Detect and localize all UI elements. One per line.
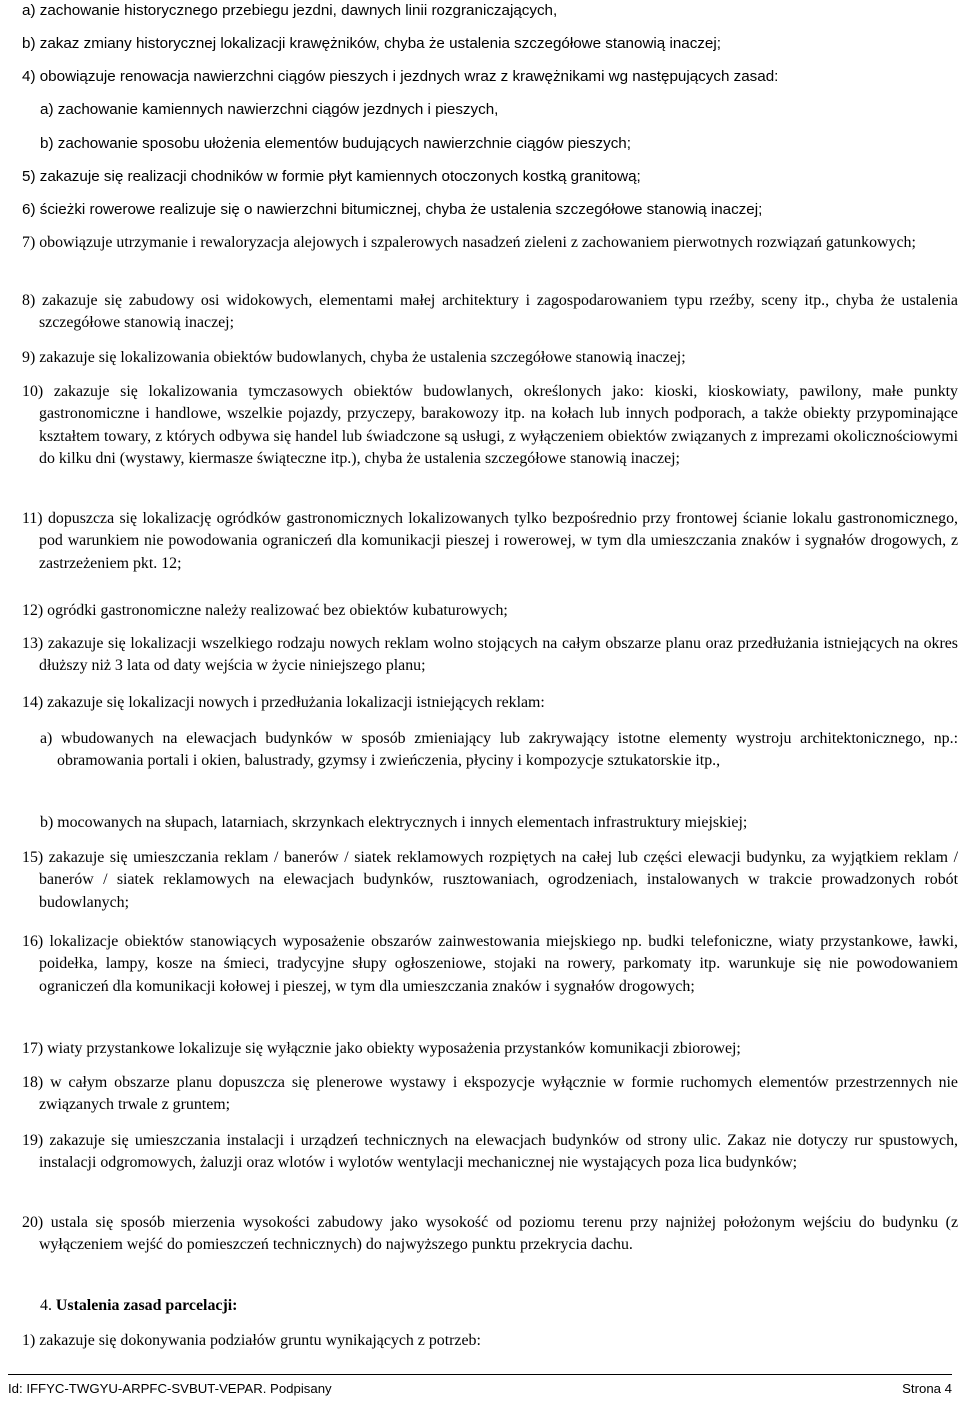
paragraph-12-no-cubature: 12) ogródki gastronomiczne należy realizować bez obiektów kubaturowych; xyxy=(22,602,508,619)
footer-divider xyxy=(8,1374,952,1375)
document-id: Id: IFFYC-TWGYU-ARPFC-SVBUT-VEPAR. Podpisany xyxy=(8,1381,332,1396)
section-number: 4. xyxy=(40,1297,52,1314)
paragraph-4a-stone-surfaces: a) zachowanie kamiennych nawierzchni ciągów jezdnych i pieszych, xyxy=(40,101,499,118)
paragraph-17-bus-shelters: 17) wiaty przystankowe lokalizuje się wyłącznie jako obiekty wyposażenia przystanków komunikacji zbiorowej; xyxy=(22,1040,741,1057)
paragraph-6-bike-paths: 6) ścieżki rowerowe realizuje się o nawierzchni bitumicznej, chyba że ustalenia szczegółowe stanowią inaczej; xyxy=(22,201,763,218)
paragraph-b-curb-location: b) zakaz zmiany historycznej lokalizacji krawężników, chyba że ustalenia szczegółowe stanowią inaczej; xyxy=(22,35,721,52)
paragraph-18-exhibitions: 18) w całym obszarze planu dopuszcza się plenerowe wystawy i ekspozycje wyłącznie w formie ruchomych elementów przestrzennych nie związanych trwale z gruntem; xyxy=(22,1074,958,1114)
paragraph-19-installations: 19) zakazuje się umieszczania instalacji i urządzeń technicznych na elewacjach budynków od strony ulic. Zakaz nie dotyczy rur spustowych, instalacji odgromowych, żaluzji oraz wlotów i wylotów wentylacji mechanicznej nie wystających poza lica budynków; xyxy=(22,1132,958,1172)
paragraph-a-historic-roadway: a) zachowanie historycznego przebiegu jezdni, dawnych linii rozgraniczających, xyxy=(22,2,558,19)
paragraph-14-ads: 14) zakazuje się lokalizacji nowych i przedłużania lokalizacji istniejących reklam: xyxy=(22,694,545,711)
paragraph-11-garden-cafes: 11) dopuszcza się lokalizację ogródków gastronomicznych lokalizowanych tylko bezpośrednio przy frontowej ścianie lokalu gastronomicznego, pod warunkiem nie powodowania ograniczeń dla komunikacji pieszej i rowerowej, w tym dla umieszczania znaków i sygnałów drogowych, z zastrzeżeniem pkt. 12; xyxy=(22,510,958,572)
paragraph-20-building-height: 20) ustala się sposób mierzenia wysokości zabudowy jako wysokość od poziomu terenu przy najniżej położonym wejściu do budynku (z wyłączeniem wejść do pomieszczeń technicznych) do najwyższego punktu przekrycia dachu. xyxy=(22,1214,958,1254)
paragraph-13-freestanding-ads: 13) zakazuje się lokalizacji wszelkiego rodzaju nowych reklam wolno stojących na całym obszarze planu oraz przedłużania istniejących na okres dłuższy niż 3 lata od daty wejścia w życie niniejszego planu; xyxy=(22,635,958,675)
paragraph-4-renovation: 4) obowiązuje renowacja nawierzchni ciągów pieszych i jezdnych wraz z krawężnikami wg następujących zasad: xyxy=(22,68,779,85)
section-heading xyxy=(40,1295,237,1317)
page-number: Strona 4 xyxy=(902,1381,952,1396)
page-footer xyxy=(8,1381,952,1401)
paragraph-1-land-division: 1) zakazuje się dokonywania podziałów gruntu wynikających z potrzeb: xyxy=(22,1332,481,1349)
paragraph-15-banners: 15) zakazuje się umieszczania reklam / banerów / siatek reklamowych rozpiętych na całej lub części elewacji budynku, za wyjątkiem reklam / banerów / siatek reklamowych na elewacjach budynków, rusztowaniach, ogrodzeniach, instalowanych w trakcie prowadzonych robót budowlanych; xyxy=(22,849,958,911)
paragraph-14a-facade-ads: a) wbudowanych na elewacjach budynków w sposób zmieniający lub zakrywający istotne elementy wystroju architektonicznego, np.: obramowania portali i okien, balustrady, gzymsy i zwieńczenia, płyciny i kompozycje sztukatorskie itp., xyxy=(40,730,958,770)
section-title: Ustalenia zasad parcelacji: xyxy=(55,1297,238,1314)
paragraph-4b-laying-method: b) zachowanie sposobu ułożenia elementów budujących nawierzchnie ciągów pieszych; xyxy=(40,135,631,152)
paragraph-16-urban-furniture: 16) lokalizacje obiektów stanowiących wyposażenie obszarów zainwestowania miejskiego np. budki telefoniczne, wiaty przystankowe, ławki, poidełka, lampy, kosze na śmieci, tradycyjne słupy ogłoszeniowe, stojaki na rowery, parkomaty itp. warunkuje się nie powodowaniem ograniczeń dla komunikacji kołowej i pieszej, w tym dla umieszczania znaków i sygnałów drogowych; xyxy=(22,933,958,995)
paragraph-10-temporary-objects: 10) zakazuje się lokalizowania tymczasowych obiektów budowlanych, określonych jako: kioski, kioskowiaty, pawilony, małe punkty gastronomiczne i handlowe, wszelkie pojazdy, przyczepy, barakowozy itp. na kołach lub innych podporach, a także obiekty przypominające kształtem towary, z których odbywa się handel lub świadczone są usługi, z wyłączeniem obiektów związanych z imprezami okolicznościowymi do kilku dni (wystawy, kiermasze świąteczne itp.), chyba że ustalenia szczegółowe stanowią inaczej; xyxy=(22,383,958,468)
paragraph-14b-pole-ads: b) mocowanych na słupach, latarniach, skrzynkach elektrycznych i innych elementach infrastruktury miejskiej; xyxy=(40,814,748,831)
paragraph-5-sidewalks: 5) zakazuje się realizacji chodników w formie płyt kamiennych otoczonych kostką granitową; xyxy=(22,168,641,185)
paragraph-9-buildings: 9) zakazuje się lokalizowania obiektów budowlanych, chyba że ustalenia szczegółowe stanowią inaczej; xyxy=(22,349,686,366)
paragraph-8-view-axes: 8) zakazuje się zabudowy osi widokowych, elementami małej architektury i zagospodarowaniem typu rzeźby, sceny itp., chyba że ustalenia szczegółowe stanowią inaczej; xyxy=(22,292,958,332)
paragraph-7-greenery: 7) obowiązuje utrzymanie i rewaloryzacja alejowych i szpalerowych nasadzeń zieleni z zachowaniem pierwotnych rozwiązań gatunkowych; xyxy=(22,234,916,251)
